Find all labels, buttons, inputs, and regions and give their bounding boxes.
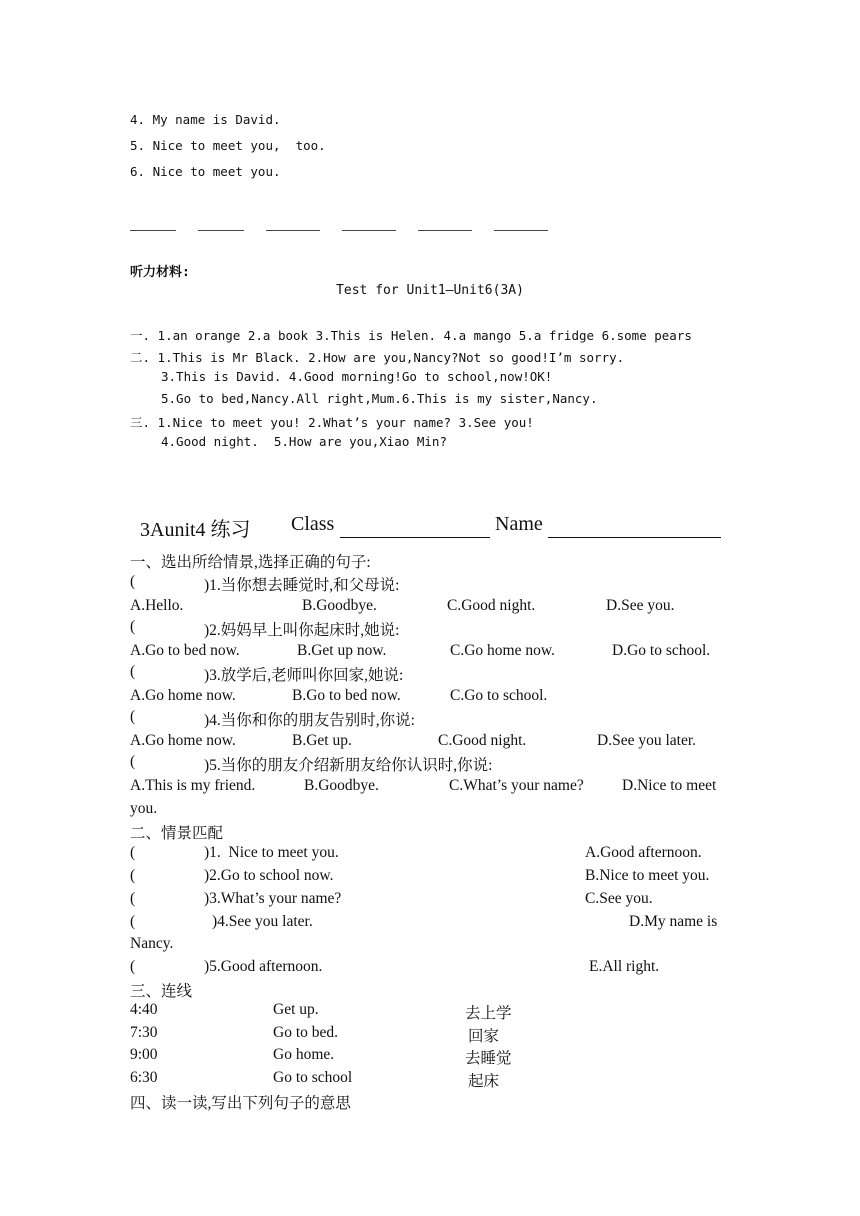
q3-option-c: C.Go to school. [450,687,548,704]
q3-option-b: B.Go to bed now. [292,687,401,704]
match-right-d: D.My name is [629,913,718,930]
answer-paren-open: ( [130,958,136,975]
match-wrap: Nancy. [130,935,174,952]
answer-paren-close: ) [204,712,210,729]
answer-paren-open: ( [130,663,136,680]
q4-option-d: D.See you later. [597,732,697,749]
question-text: 3.放学后,老师叫你回家,她说: [209,667,404,684]
question-text: 5.当你的朋友介绍新朋友给你认识时,你说: [209,757,493,774]
answer-paren-open: ( [130,913,136,930]
answer-blank [342,230,396,231]
answer-paren-close: ) [204,844,210,861]
answer-paren-close: ) [204,577,210,594]
phrase-item: Get up. [273,1001,319,1018]
listening-line: 3.This is David. 4.Good morning!Go to school,now!OK! [161,369,553,384]
listening-line: 4.Good night. 5.How are you,Xiao Min? [161,434,447,449]
answer-paren-close: ) [204,958,210,975]
match-right-a: A.Good afternoon. [585,844,702,861]
chinese-item: 去上学 [465,1005,512,1022]
answer-blank [418,230,472,231]
listening-line: 二. 1.This is Mr Black. 2.How are you,Nancy?Not so good!I’m sorry. [130,350,625,365]
listening-title: Test for Unit1—Unit6(3A) [336,283,524,298]
class-label: Class [291,513,335,535]
name-field[interactable] [548,537,721,538]
q3-prompt [204,663,403,685]
match-right-c: C.See you. [585,890,653,907]
question-text: 2.妈妈早上叫你起床时,她说: [209,622,400,639]
answer-paren-open: ( [130,618,136,635]
match-left-1 [204,844,339,862]
q2-option-d: D.Go to school. [612,642,711,659]
match-left-text: 2.Go to school now. [209,867,334,884]
match-left-text: 3.What’s your name? [209,890,342,907]
answer-paren-close: ) [204,890,210,907]
intro-line-5: 5. Nice to meet you, too. [130,138,326,153]
phrase-item: Go home. [273,1046,335,1063]
intro-line-4: 4. My name is David. [130,112,281,127]
phrase-item: Go to school [273,1069,353,1086]
answer-paren-open: ( [130,890,136,907]
q1-option-b: B.Goodbye. [302,597,377,614]
question-text: 1.当你想去睡觉时,和父母说: [209,577,400,594]
answer-paren-close: ) [204,757,210,774]
q5-option-c: C.What’s your name? [449,777,584,794]
match-left-4 [212,913,313,931]
match-left-2 [204,867,333,885]
q1-option-c: C.Good night. [447,597,536,614]
match-left-text: 4.See you later. [217,913,313,930]
match-left-5 [204,958,322,976]
answer-blank [494,230,548,231]
q1-option-d: D.See you. [606,597,675,614]
class-field[interactable] [340,537,490,538]
answer-blank [198,230,244,231]
match-right-b: B.Nice to meet you. [585,867,710,884]
answer-paren-open: ( [130,753,136,770]
q4-option-c: C.Good night. [438,732,527,749]
listening-line: 一. 1.an orange 2.a book 3.This is Helen. 4.a mango 5.a fridge 6.some pears [130,328,692,343]
chinese-item: 去睡觉 [465,1050,512,1067]
chinese-item: 回家 [468,1028,500,1045]
q4-prompt [204,708,415,730]
answer-paren-open: ( [130,867,136,884]
q1-option-a: A.Hello. [130,597,184,614]
q3-option-a: A.Go home now. [130,687,236,704]
time-item: 7:30 [130,1024,158,1041]
q5-prompt [204,753,492,775]
phrase-item: Go to bed. [273,1024,339,1041]
chinese-item: 起床 [468,1073,500,1090]
answer-blank [266,230,320,231]
match-left-3 [204,890,341,908]
answer-paren-close: ) [212,913,218,930]
answer-paren-open: ( [130,708,136,725]
section-1-heading: 一、选出所给情景,选择正确的句子: [130,554,371,571]
question-text: 4.当你和你的朋友告别时,你说: [209,712,415,729]
match-right-e: E.All right. [589,958,660,975]
q5-option-wrap: you. [130,800,158,817]
answer-blank [130,230,176,231]
q5-option-b: B.Goodbye. [304,777,379,794]
section-3-heading: 三、连线 [130,983,193,1000]
listening-heading: 听力材料: [130,265,190,280]
time-item: 4:40 [130,1001,158,1018]
section-2-heading: 二、情景匹配 [130,825,224,842]
q2-option-b: B.Get up now. [297,642,387,659]
answer-paren-open: ( [130,844,136,861]
answer-paren-open: ( [130,573,136,590]
worksheet-title: 3Aunit4 练习 [140,519,251,541]
q5-option-a: A.This is my friend. [130,777,256,794]
match-left-text: 1. Nice to meet you. [209,844,339,861]
q2-option-c: C.Go home now. [450,642,555,659]
section-4-heading: 四、读一读,写出下列句子的意思 [130,1095,351,1112]
q2-prompt [204,618,399,640]
q2-option-a: A.Go to bed now. [130,642,240,659]
match-left-text: 5.Good afternoon. [209,958,323,975]
q4-option-b: B.Get up. [292,732,352,749]
answer-paren-close: ) [204,622,210,639]
intro-line-6: 6. Nice to meet you. [130,164,281,179]
q1-prompt [204,573,399,595]
answer-paren-close: ) [204,867,210,884]
answer-paren-close: ) [204,667,210,684]
time-item: 6:30 [130,1069,158,1086]
q5-option-d: D.Nice to meet [622,777,717,794]
name-label: Name [495,513,543,535]
time-item: 9:00 [130,1046,158,1063]
listening-line: 5.Go to bed,Nancy.All right,Mum.6.This is my sister,Nancy. [161,391,598,406]
q4-option-a: A.Go home now. [130,732,236,749]
listening-line: 三. 1.Nice to meet you! 2.What’s your name? 3.See you! [130,415,534,430]
